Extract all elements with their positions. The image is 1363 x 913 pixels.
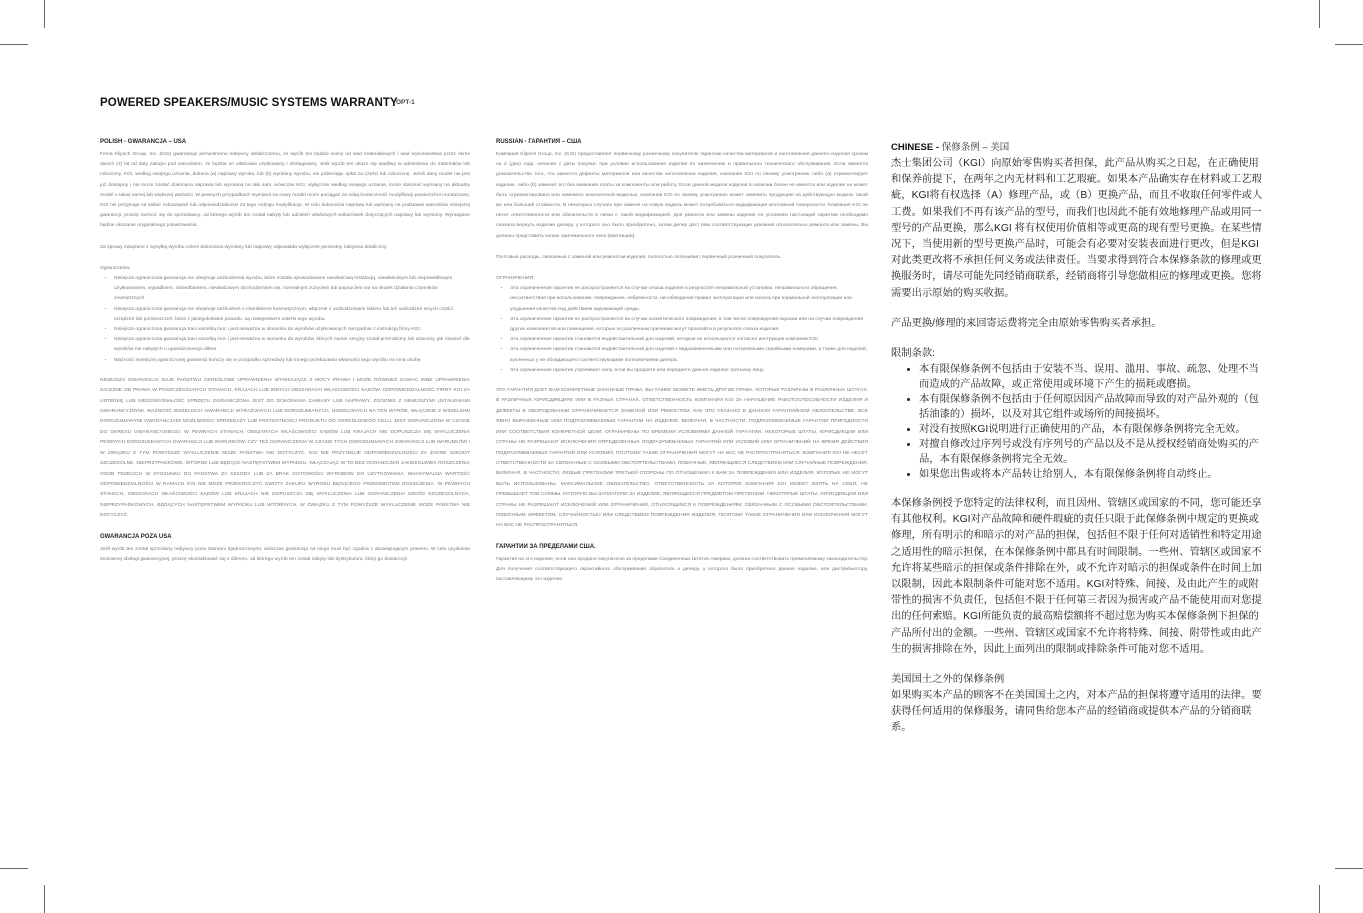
list-item: • Niniejsza ograniczona gwarancja traci wszelką moc i jest nieważna w stosunku do wyrobów, których numer seryjny został przerobiony lub utracony, jak również dla wyrobów nie nabytych u upoważnionego dilera. (114, 335, 470, 355)
crop-mark (44, 885, 45, 913)
list-item: • 本有限保修条例不包括由于任何原因因产品故障而导致的对产品外观的（包括油漆的）损坏，以及对其它组件或场所的间接损坏。 (919, 392, 1263, 422)
chinese-heading-text: 保修条例 – 美国 (941, 142, 1010, 153)
crop-mark (1319, 0, 1320, 28)
chinese-shipping-text: 产品更换/修理的来回寄运费将完全由原始零售购买者承担。 (891, 317, 1162, 329)
page-title: POWERED SPEAKERS/MUSIC SYSTEMS WARRANTY (100, 97, 398, 109)
crop-mark (1335, 868, 1363, 869)
polish-restrictions-label: Ograniczenia: (100, 265, 131, 271)
polish-restrictions-list (100, 274, 470, 366)
crop-mark (1335, 44, 1363, 45)
list-item: • Ważność niniejszej ograniczonej gwarancji kończy się w przypadku sprzedaży lub innego przekazania własności tego wyrobu na inna osobę. (114, 356, 470, 366)
list-item: • Niniejsza ograniczona gwarancja traci wszelką moc i jest nieważna w stosunku do wyrobów użytkowanych niezgodnie z instrukcją firmy KGI. (114, 325, 470, 335)
chinese-outside-heading: 美国国土之外的保修条例 (891, 674, 1005, 686)
list-item: • Niniejsza ograniczona gwarancja nie obejmuje uszkodzenia wyrobu, które zostało spowodowane niewłaściwą instalacją, niewłaściwym lub nieprawidłowym użytkowaniem, wypadkiem, zaniedbaniem, niewłaściwym obchodzeniem się, normalnym zużyciem lub popsuciem się na skutek działania czynników zewnętrznych. (114, 274, 470, 305)
polish-legal-text: NINIEJSZA GWARANCJA DAJE PAŃSTWU OKREŚLONE UPRAWNIENIA WYNIKAJĄCE Z MOCY PRAWA I MOŻE RÓWNIEŻ DAWAĆ INNE UPRAWNIENIA ZALEŻNE OD PRAWA W POSZCZEGÓLNYCH STANACH, KRAJACH LUB INNYCH OBSZARACH WŁAŚCIWOŚCI SĄDÓW. ODPOWIEDZIALNOŚĆ FIRMY KGI ZA USTERKĘ LUB NIEDOSKONAŁOŚĆ SPRZĘTU OGRANICZONA JEST DO DOKONANIA ZAMIANY LUB NAPRAWY, ZGODNIE Z NINIEJSZYMI USTALENIAMI GWARANCYJNYMI. WAŻNOŚĆ WSZELKICH GWARANCJI WYRAŻONYCH LUB DOROZUMIANYCH, UDZIELONYCH NA TEN WYRÓB, WŁĄCZNIE Z WSZELKIMI DOROZUMIANYMI GWARANCJAMI MOŻLIWOŚCI SPRZEDAŻY LUB PRZYDATNOŚCI PRODUKTU DO OKREŚLONEGO CELU, JEST OGRANICZONA W CZASIE DO OKRESU GWARANCYJNEGO. W PEWNYCH STANACH, OBSZARACH WŁAŚCIWOŚCI SĄDÓW LUB KRAJACH NIE DOPUSZCZA SIĘ WYKLUCZENIA PEWNYCH DOROZUMIANYCH GWARANCJI LUB WARUNKÓW, CZY TEŻ OGRANICZENIA W CZASIE TYCH DOROZUMIANYCH GWARANCJI LUB WARUNKÓW I W ZWIĄZKU Z TYM POWYŻSZE WYKLUCZENIE MOŻE PAŃSTWA NIE DOTYCZYĆ. KGI NIE PRZYJMUJE ODPOWIEDZIALNOŚCI ZA ŻADNE SZKODY SZCZEGÓLNE, NIEPRZYPADKOWE, WTÓRNE LUB BĘDĄCE NASTĘPSTWEM WYPADKU, WŁĄCZAJĄC W TO BEZ OGRANICZEŃ JAKIEKOLWIEK ROSZCZENIA OSÓB TRZECICH W STOSUNKU DO PAŃSTWA ZA SZKODY LUB ZA BRAK GOTOWOŚCI WYROBÓW DO UŻYTKOWANIA. MAKSYMALNA WARTOŚĆ ODPOWIEDZIALNOŚCI W RAMACH KGI NIE MOŻE PRZEKROCZYĆ KWOTY ZAKUPU WYROBU BĘDĄCEGO PRZEDMIOTEM ROSZCZENIA. W PEWNYCH STANACH, OBSZARACH WŁAŚCIWOŚCI SĄDÓW LUB KRAJACH NIE DOPUSZCZA SIĘ WYKLUCZENIA LUB OGRANICZENIA SZKÓD SZCZEGÓLNYCH, NIEPRZYPADKOWYCH, BĘDĄCYCH NASTĘPSTWEM WYPADKU LUB WTÓRNYCH, W ZWIĄZKU Z TYM POWYŻSZE WYKLUCZENIE MOŻE PAŃSTWA NIE DOTYCZYĆ. (100, 377, 470, 519)
chinese-warranty-text: 杰士集团公司（KGI）向原始零售购买者担保，此产品从购买之日起，在正确使用和保养前提下，在两年之内无材料和工艺瑕疵。如果本产品确实存在材料或工艺瑕疵，KGI将有权选择（A）修理产品，或（B）更换产品，而且不收取任何零件或人工费。如果我们不再有该产品的型号，而我们也因此不能有效地修理产品或用同一型号的产品更换，那么KGI 将有权使用价值相等或更高的现有型号更换。在某些情况下，当使用新的型号更换产品时，可能会有必要对安装表面进行更改，但是KGI对此类更改将不承担任何义务或法律责任。当要求得到符合本保修条款的修理或更换服务时，请尽可能先同经销商联系，经销商将引导您做相应的修理或更换。您将需要出示原始的购买收据。 (891, 158, 1263, 299)
list-item: • 本有限保修条例不包括由于安装不当、误用、滥用、事故、疏忽、处理不当而造成的产品故障，或正常使用或环境下产生的损耗或磨损。 (919, 362, 1263, 392)
chinese-restrictions-list (891, 362, 1263, 482)
list-item: • Эта ограниченная гарантия не распространяется на случаи отказа изделия в результате неправильной установки, неправильного обращения, несоответствия при использовании, повреждения, небрежности, несоблюдения правил эксплуатации или износа при нормальной эксплуатации или ухудшения качества под действием окружающей среды. (510, 284, 868, 315)
list-item: • 如果您出售或将本产品转让给别人，本有限保修条例将自动终止。 (919, 467, 1263, 482)
polish-outside-text: Jeśli wyrób ten został sprzedany nabywcy poza Stanami Zjednoczonymi, wówczas gwarancja na niego musi być zgodna z obowiązującym prawem. W celu uzyskania stosownej obsługi gwarancyjnej, proszę skontaktować się z dilerem, od którego wyrób ten został nabyty lub dystrybutora, który go dostarczył. (100, 546, 470, 562)
crop-mark (1319, 885, 1320, 913)
russian-column (496, 139, 868, 596)
russian-heading: RUSSIAN - ГАРАНТИЯ – США (496, 139, 582, 145)
crop-mark (44, 0, 45, 28)
russian-shipping-text: Почтовые расходы, связанные с заменой или ремонтом изделия, полностью оплачивает первичный розничный покупатель. (496, 254, 782, 260)
russian-warranty-text: Компания Klipsch Group, Inc. (KGI) предоставляет первичному розничному покупателю гарантию качества материалов и изготовления данного изделия сроком на 2 (два) года, начиная с даты покупки, при условии использования изделия по назначению и правильного технического обслуживания. Если имеются доказательства того, что имеются дефекты материалов или качества изготовления изделия, компания KGI по своему усмотрению либо (а) отремонтирует изделие, либо (б) заменит его без взимания платы за компоненты или работу. Если данной модели изделия в наличии более не имеется или изделие не может быть отремонтировано или заменено аналогичной моделью, компания KGI по своему усмотрению может заменить продукцию на действующую модель такой же или большей стоимости. В некоторых случаях при замене на новую модель может потребоваться модификация монтажной поверхности. Компания KGI не несет ответственности или обязательств в связи с такой модификацией. Для ремонта или замены изделия по условиям настоящей гарантии необходимо сначала вернуть изделие дилеру, у которого оно было приобретено, затем дилер даст вам соответствующие указания относительно ремонта или замены. Вы должны представить копию оригинального чека (квитанции). (496, 152, 868, 239)
chinese-column (891, 139, 1263, 751)
polish-shipping-text: Za sprawy związane z wysyłką wyrobu celem dokonania wymiany lub naprawy odpowiada wyłącznie pierwotny nabywca detaliczny. (100, 244, 388, 250)
polish-warranty-text: Firma Klipsch Group, Inc. (KGI) gwarantuje pierwotnemu nabywcy detalicznemu, że wyrób ten będzie wolny od wad materiałowych i wad wykonawstwa przez okres dwóch (2) lat od daty zakupu pod warunkiem, że będzie on właściwie użytkowany i obsługiwany. Jeśli wyrób ten okaże się wadliwy w odniesieniu do materiałów lub robocizny, KGI, według swojego uznania, dokona (a) naprawy wyrobu, lub (b) wymiany wyrobu, nie pobierając opłat za części lub robociznę. Jeżeli dany model nie jest już dostępny i nie może zostać dokonana naprawa lub wymiana na taki sam, wówczas KGI, wyłącznie według swojego uznania, może dokonać wymiany na aktualny model o takiej samej lub większej wartości. W pewnych przypadkach wymiana na nowy model może pociągać za sobą konieczność modyfikacji powierzchni montażowej. KGI nie przyjmuje na siebie zobowiązań lub odpowiedzialności za tego rodzaju modyfikacje. W celu dokonania naprawy lub wymiany na podstawie warunków niniejszej gwarancji, proszę zwrócić się do sprzedawcy, od którego wyrób ten został nabyty lub udzieleń właściwych wskazówek dotyczących naprawy lub wymiany. Wymagane będzie okazanie oryginalnego pokwitowania. (100, 152, 470, 229)
polish-column (100, 139, 470, 576)
list-item: • Эта ограниченная гарантия становится недействительной для изделий с видоизмененными или потерянными серийными номерами, а также для изделий, купленных у не обладающего соответствующими полномочиями дилера. (510, 345, 868, 365)
russian-restrictions-label: ОГРАНИЧЕНИЯ: (496, 276, 535, 282)
list-item: • Эта ограниченная гарантия становится недействительной для изделий, которые не используются согласно инструкции компании KGI (510, 335, 868, 345)
document-code: OPT-1 (396, 99, 415, 106)
list-item: • Niniejsza ograniczona gwarancja nie obejmuje uszkodzeń o charakterze kosmetycznym, włącznie z uszkodzeniami lakieru lub też uszkodzeń innych części urządzeń lub pomieszczeń, które z jakiegokolwiek powodu, są następstwem usterki tego wyrobu. (114, 305, 470, 325)
chinese-heading (891, 139, 1263, 153)
chinese-heading-lang: CHINESE - (891, 142, 942, 153)
polish-outside-heading: GWARANCJA POZA USA (100, 533, 172, 540)
chinese-legal-text: 本保修条例授予您特定的法律权利，而且因州、管辖区或国家的不同，您可能还享有其他权利。KGI对产品故障和硬件瑕疵的责任只限于此保修条例中规定的更换或修理，所有明示的和暗示的对产品的担保，包括但不限于任何对适销性和特定用途之适用性的暗示担保，在本保修条例中都具有时间限制。一些州、管辖区或国家不允许将某些暗示的担保或条件排除在外，或不允许对暗示的担保或条件在时间上加以限制，因此本限制条件可能对您不适用。KGI对特殊、间接、及由此产生的或附带性的损害不负责任，包括但不限于任何第三者因为损害或产品不能使用而对您提出的任何索赔。KGI所能负责的最高赔偿额将不超过您为购买本保修条例下担保的产品所付出的金额。一些州、管辖区或国家不允许将特殊、间接、附带性或由此产生的损害排除在外，因此上面列出的限制或排除条件可能对您不适用。 (891, 498, 1262, 655)
russian-outside-heading: ГАРАНТИИ ЗА ПРЕДЕЛАМИ США. (496, 543, 596, 550)
russian-legal-text: ЭТА ГАРАНТИЯ ДАЕТ ВАМ КОНКРЕТНЫЕ ЗАКОННЫЕ ПРАВА, ВЫ ТАКЖЕ МОЖЕТЕ ИМЕТЬ ДРУГИЕ ПРАВА, КОТОРЫЕ РАЗЛИЧНЫ В РАЗЛИЧНЫХ ШТАТАХ, В РАЗЛИЧНЫХ ЮРИСДИКЦИЯХ ИЛИ В РАЗНЫХ СТРАНАХ. ОТВЕТСТВЕННОСТЬ КОМПАНИИ KGI ЗА НАРУШЕНИЕ РАБОТОСПОСОБНОСТИ ИЗДЕЛИЯ И ДЕФЕКТЫ В ОБОРУДОВАНИИ ОГРАНИЧИВАЕТСЯ ЗАМЕНОЙ ИЛИ РЕМОНТОМ, КАК ЭТО УКАЗАНО В ДАННОМ ГАРАНТИЙНОМ ОБЯЗАТЕЛЬСТВЕ. ВСЕ ЯВНО ВЫРАЖЕННЫЕ ИЛИ ПОДРАЗУМЕВАЕМЫЕ ГАРАНТИИ НА ИЗДЕЛИЕ, ВКЛЮЧАЯ, В ЧАСТНОСТИ, ПОДРАЗУМЕВАЕМЫЕ ГАРАНТИИ ПРИГОДНОСТИ ИЛИ СООТВЕТСТВИЯ КОНКРЕТНОЙ ЦЕЛИ, ОГРАНИЧЕНЫ ПО ВРЕМЕНИ УСЛОВИЯМИ ДАННОЙ ГАРАНТИИ. НЕКОТОРЫЕ ШТАТЫ, ЮРИСДИКЦИИ ИЛИ СТРАНЫ НЕ РАЗРЕШАЮТ ИСКЛЮЧЕНИЯ ОПРЕДЕЛЕННЫХ ПОДРАЗУМЕВАЕМЫХ ГАРАНТИЙ ИЛИ УСЛОВИЙ ИЛИ ОГРАНИЧЕНИЙ НА ВРЕМЯ ДЕЙСТВИЯ ПОДРАЗУМЕВАЕМЫХ ГАРАНТИЙ ИЛИ УСЛОВИЙ, ПОЭТОМУ ТАКИЕ ОГРАНИЧЕНИЯ МОГУТ НА ВАС НЕ РАСПРОСТРАНЯТЬСЯ. КОМПАНИЯ KGI НЕ НЕСЕТ ОТВЕТСТВЕННОСТИ ЗА СВЯЗАННЫЕ С ОСОБЫМИ ОБСТОЯТЕЛЬСТВАМИ, ПОБОЧНЫЕ, ЯВЛЯЮЩИЕСЯ СЛЕДСТВИЕМ ИЛИ СЛУЧАЙНЫЕ ПОВРЕЖДЕНИЯ, ВКЛЮЧАЯ, В ЧАСТНОСТИ, ЛЮБЫЕ ПРЕТЕНЗИИ ТРЕТЬЕЙ СТОРОНЫ ПО ОТНОШЕНИЮ К ВАМ ЗА ПОВРЕЖДЕНИЯ ИЛИ ИЗДЕЛИЯ, КОТОРЫЕ НЕ МОГУТ БЫТЬ ИСПОЛЬЗОВАНЫ. МАКСИМАЛЬНОЕ ОБЯЗАТЕЛЬСТВО, ОТВЕТСТВЕННОСТЬ ЗА КОТОРОЕ КОМПАНИЯ KGI МОЖЕТ ВЗЯТЬ НА СЕБЯ, НЕ ПРЕВЫШАЕТ ТОЙ СУММЫ, КОТОРУЮ ВЫ ЗАПЛАТИЛИ ЗА ИЗДЕЛИЕ, ЯВЛЯЮЩЕЕСЯ ПРЕДМЕТОМ ПРЕТЕНЗИИ. НЕКОТОРЫЕ ШТАТЫ, ЮРИСДИКЦИИ ИЛИ СТРАНЫ НЕ РАЗРЕШАЮТ ИСКЛЮЧЕНИЙ ИЛИ ОГРАНИЧЕНИЙ, ОТНОСЯЩИХСЯ К ПОВРЕЖДЕНИЯМ, СВЯЗАННЫМ С ОСОБЫМИ ОБСТОЯТЕЛЬСТВАМИ, ПОБОЧНЫМ ЭФФЕКТОМ, СЛУЧАЙНОСТЬЮ ИЛИ СЛЕДСТВИЕМ ПОВРЕЖДЕНИЯ ИЗДЕЛИЯ, ПОЭТОМУ ТАКИЕ ОГРАНИЧЕНИЯ ИЛИ ИСКЛЮЧЕНИЯ МОГУТ НА ВАС НЕ РАСПРОСТРАНЯТЬСЯ. (496, 388, 868, 529)
list-item: • 对没有按照KGI说明进行正确使用的产品，本有限保修条例将完全无效。 (919, 422, 1263, 437)
crop-mark (0, 44, 28, 45)
list-item: • Эта ограниченная гарантия не распространяется на случаи косметического повреждения, в том числе повреждения окраски или на случаи повреждения других компонентов или помещения, которые по различным причинам могут произойти в результате отказа изделия. (510, 315, 868, 335)
crop-mark (0, 868, 28, 869)
russian-outside-text: Гарантия на это изделие, если оно продано покупателю за пределами Соединенных Штатов Америки, должна соответствовать применяемому законодательству. Для получения соответствующего гарантийного обслуживания обратитесь к дилеру, у которого было приобретено данное изделие, или дистрибьютору, поставляющему это изделие. (496, 556, 868, 583)
russian-restrictions-list (496, 284, 868, 376)
chinese-outside-text: 如果购买本产品的顾客不在美国国土之内，对本产品的担保将遵守适用的法律。要获得任何适用的保修服务，请同售给您本产品的经销商或提供本产品的分销商联系。 (891, 690, 1262, 734)
list-item: • 对擅自修改过序列号或没有序列号的产品以及不是从授权经销商处购买的产品，本有限保修条例将完全无效。 (919, 437, 1263, 467)
polish-heading: POLISH - GWARANCJA – USA (100, 139, 187, 145)
chinese-restrictions-label: 限制条款: (891, 348, 936, 360)
list-item: • Эта ограниченная гарантия утрачивает силу, если вы продаете или передаете данное изделие третьему лицу. (510, 366, 868, 376)
